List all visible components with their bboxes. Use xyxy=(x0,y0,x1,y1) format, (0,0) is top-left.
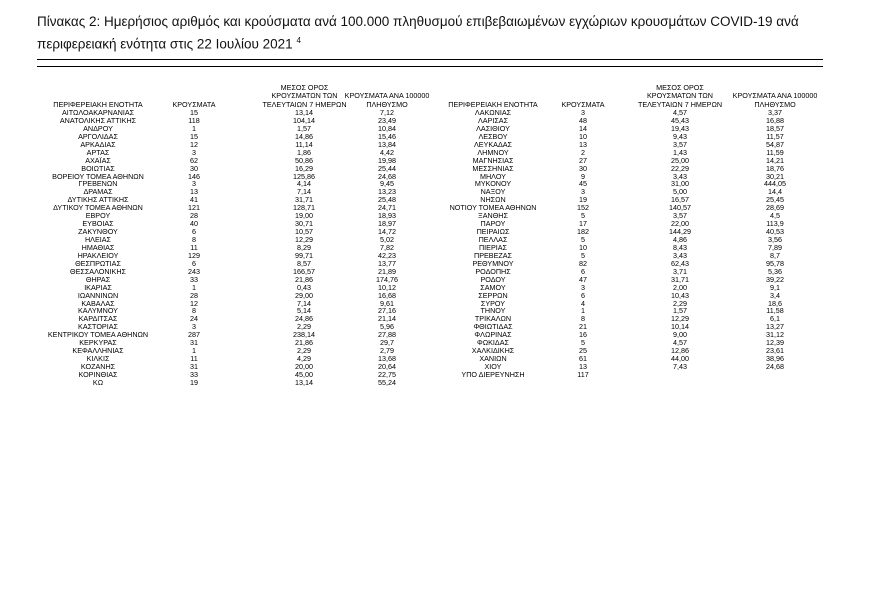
table-title: Πίνακας 2: Ημερήσιος αριθμός και κρούσματα ανά 100.000 πληθυσμού επιβεβαιωμένων εγχώριων κρουσμάτων COVID-19 ανά περιφερειακή ενότητα στις 22 Ιουλίου 2021 xyxy=(37,14,799,52)
avg7-cell: 7,43 xyxy=(673,362,687,371)
avg7-cell: 45,00 xyxy=(295,369,313,379)
region-cell: ΘΕΣΣΑΛΟΝΙΚΗΣ xyxy=(70,266,126,276)
header-cases: ΚΡΟΥΣΜΑΤΑ xyxy=(561,99,605,109)
cases-cell: 3 xyxy=(192,147,196,157)
rate-cell: 23,61 xyxy=(766,346,784,356)
region-cell: ΛΑΚΩΝΙΑΣ xyxy=(474,108,512,117)
rate-cell: 5,96 xyxy=(380,322,394,332)
rate-cell: 174,76 xyxy=(376,274,398,284)
rate-cell: 28,69 xyxy=(766,203,784,213)
region-cell: ΧΑΛΚΙΔΙΚΗΣ xyxy=(471,346,515,356)
cases-cell: 1 xyxy=(192,123,196,133)
rate-cell: 39,22 xyxy=(766,274,784,284)
rate-cell: 9,45 xyxy=(380,179,394,189)
second-rule xyxy=(37,66,823,67)
cases-cell: 12 xyxy=(190,139,198,149)
cases-cell: 9 xyxy=(581,171,585,181)
header-region: ΠΕΡΙΦΕΡΕΙΑΚΗ ΕΝΟΤΗΤΑ xyxy=(53,99,143,109)
top-rule xyxy=(37,59,823,60)
rate-cell: 10,12 xyxy=(378,282,396,292)
cases-cell: 16 xyxy=(579,330,587,340)
rate-cell: 21,14 xyxy=(378,314,396,324)
rate-cell: 55,24 xyxy=(378,377,396,387)
rate-cell: 5,02 xyxy=(380,235,394,244)
cases-cell: 146 xyxy=(188,171,200,181)
avg7-cell: 1,86 xyxy=(297,147,311,157)
cases-cell: 45 xyxy=(579,179,587,189)
cases-cell: 287 xyxy=(188,330,200,340)
region-cell: ΡΟΔΟΥ xyxy=(480,274,506,284)
region-cell: ΛΑΡΙΣΑΣ xyxy=(477,115,509,125)
cases-cell: 62 xyxy=(190,155,198,165)
avg7-cell: 62,43 xyxy=(671,258,689,268)
region-cell: ΤΡΙΚΑΛΩΝ xyxy=(474,314,512,324)
cases-cell: 4 xyxy=(581,298,585,308)
avg7-cell: 166,57 xyxy=(293,266,315,276)
region-cell: ΑΙΤΩΛΟΑΚΑΡΝΑΝΙΑΣ xyxy=(61,108,135,117)
region-cell: ΜΗΛΟΥ xyxy=(480,171,506,181)
rate-cell: 11,58 xyxy=(766,306,784,316)
avg7-cell: 4,57 xyxy=(673,338,687,348)
rate-cell: 11,59 xyxy=(766,147,784,157)
avg7-cell: 22,29 xyxy=(671,163,689,173)
cases-cell: 19 xyxy=(190,377,198,387)
region-cell: ΑΡΚΑΔΙΑΣ xyxy=(80,139,116,149)
cases-cell: 13 xyxy=(579,362,587,371)
cases-cell: 14 xyxy=(579,123,587,133)
avg7-cell: 2,29 xyxy=(297,346,311,356)
cases-cell: 8 xyxy=(581,314,585,324)
rate-cell: 5,36 xyxy=(768,266,782,276)
avg7-cell: 8,43 xyxy=(673,242,687,252)
rate-cell: 3,4 xyxy=(770,290,780,300)
region-cell: ΠΑΡΟΥ xyxy=(480,219,506,229)
avg7-cell: 3,71 xyxy=(673,266,687,276)
rate-cell: 7,89 xyxy=(768,242,782,252)
rate-cell: 3,37 xyxy=(768,108,782,117)
rate-cell: 16,88 xyxy=(766,115,784,125)
cases-cell: 8 xyxy=(192,235,196,244)
region-cell: ΘΕΣΠΡΩΤΙΑΣ xyxy=(75,258,121,268)
avg7-cell: 99,71 xyxy=(295,250,313,260)
cases-cell: 129 xyxy=(188,250,200,260)
footnote-marker: 4 xyxy=(296,36,301,45)
rate-cell: 13,84 xyxy=(378,139,396,149)
avg7-cell: 13,14 xyxy=(295,377,313,387)
cases-cell: 1 xyxy=(192,282,196,292)
cases-cell: 12 xyxy=(190,298,198,308)
region-cell: ΠΕΙΡΑΙΩΣ xyxy=(476,227,510,237)
region-cell: ΑΡΤΑΣ xyxy=(86,147,110,157)
header-rate: ΚΡΟΥΣΜΑΤΑ ΑΝΑ 100000 ΠΛΗΘΥΣΜΟ xyxy=(732,91,818,109)
rate-cell: 2,79 xyxy=(380,346,394,356)
cases-cell: 30 xyxy=(190,163,198,173)
region-cell: ΚΕΦΑΛΛΗΝΙΑΣ xyxy=(72,346,124,356)
rate-cell: 25,48 xyxy=(378,195,396,205)
cases-cell: 5 xyxy=(581,250,585,260)
cases-cell: 31 xyxy=(190,338,198,348)
rate-cell: 9,1 xyxy=(770,282,780,292)
cases-cell: 30 xyxy=(579,163,587,173)
avg7-cell: 21,86 xyxy=(295,274,313,284)
avg7-cell: 5,14 xyxy=(297,306,311,316)
rate-cell: 38,96 xyxy=(766,354,784,364)
rate-cell: 24,71 xyxy=(378,203,396,213)
region-cell: ΓΡΕΒΕΝΩΝ xyxy=(78,179,118,189)
avg7-cell: 1,57 xyxy=(673,306,687,316)
region-cell: ΧΑΝΙΩΝ xyxy=(479,354,507,364)
region-cell: ΔΥΤΙΚΟΥ ΤΟΜΕΑ ΑΘΗΝΩΝ xyxy=(53,203,143,213)
avg7-cell: 16,29 xyxy=(295,163,313,173)
rate-cell: 40,53 xyxy=(766,227,784,237)
region-cell: ΑΝΔΡΟΥ xyxy=(83,123,113,133)
rate-cell: 18,6 xyxy=(768,298,782,308)
cases-cell: 28 xyxy=(190,290,198,300)
rate-cell: 42,23 xyxy=(378,250,396,260)
cases-cell: 121 xyxy=(188,203,200,213)
rate-cell: 113,9 xyxy=(766,219,784,229)
avg7-cell: 29,00 xyxy=(295,290,313,300)
region-cell: ΝΑΞΟΥ xyxy=(480,187,506,197)
cases-cell: 61 xyxy=(579,354,587,364)
region-cell: ΜΥΚΟΝΟΥ xyxy=(474,179,512,189)
region-cell: ΦΩΚΙΔΑΣ xyxy=(477,338,509,348)
rate-cell: 20,64 xyxy=(378,362,396,371)
avg7-cell: 7,14 xyxy=(297,298,311,308)
cases-cell: 15 xyxy=(190,108,198,117)
region-cell: ΥΠΟ ΔΙΕΡΕΥΝΗΣΗ xyxy=(461,369,525,379)
avg7-cell: 144,29 xyxy=(669,227,691,237)
region-cell: ΞΑΝΘΗΣ xyxy=(478,211,508,221)
rate-cell: 18,76 xyxy=(766,163,784,173)
cases-cell: 3 xyxy=(581,282,585,292)
region-cell: ΚΑΣΤΟΡΙΑΣ xyxy=(78,322,118,332)
rate-cell: 15,46 xyxy=(378,131,396,141)
avg7-cell: 9,00 xyxy=(673,330,687,340)
avg7-cell: 4,86 xyxy=(673,235,687,244)
cases-cell: 33 xyxy=(190,274,198,284)
avg7-cell: 3,43 xyxy=(673,171,687,181)
region-cell: ΚΕΡΚΥΡΑΣ xyxy=(79,338,117,348)
cases-cell: 17 xyxy=(579,219,587,229)
region-cell: ΚΑΡΔΙΤΣΑΣ xyxy=(78,314,118,324)
rate-cell: 95,78 xyxy=(766,258,784,268)
avg7-cell: 140,57 xyxy=(669,203,691,213)
avg7-cell: 20,00 xyxy=(295,362,313,371)
cases-cell: 24 xyxy=(190,314,198,324)
avg7-cell: 14,86 xyxy=(295,131,313,141)
header-cases: ΚΡΟΥΣΜΑΤΑ xyxy=(172,99,216,109)
cases-cell: 1 xyxy=(192,346,196,356)
region-cell: ΦΘΙΩΤΙΔΑΣ xyxy=(473,322,513,332)
rate-cell: 13,77 xyxy=(378,258,396,268)
avg7-cell: 25,00 xyxy=(671,155,689,165)
region-cell: ΕΒΡΟΥ xyxy=(85,211,111,221)
cases-cell: 3 xyxy=(192,322,196,332)
cases-cell: 25 xyxy=(579,346,587,356)
region-cell: ΔΡΑΜΑΣ xyxy=(83,187,113,197)
avg7-cell: 2,29 xyxy=(673,298,687,308)
region-cell: ΣΕΡΡΩΝ xyxy=(478,290,508,300)
cases-cell: 15 xyxy=(190,131,198,141)
rate-cell: 7,82 xyxy=(380,242,394,252)
rate-cell: 14,72 xyxy=(378,227,396,237)
region-cell: ΛΕΥΚΑΔΑΣ xyxy=(473,139,512,149)
region-cell: ΡΟΔΟΠΗΣ xyxy=(475,266,511,276)
region-cell: ΤΗΝΟΥ xyxy=(480,306,506,316)
cases-cell: 5 xyxy=(581,235,585,244)
rate-cell: 29,7 xyxy=(380,338,394,348)
avg7-cell: 4,14 xyxy=(297,179,311,189)
avg7-cell: 1,43 xyxy=(673,147,687,157)
rate-cell: 23,49 xyxy=(378,115,396,125)
rate-cell: 24,68 xyxy=(766,362,784,371)
cases-cell: 28 xyxy=(190,211,198,221)
cases-cell: 6 xyxy=(581,266,585,276)
cases-cell: 41 xyxy=(190,195,198,205)
avg7-cell: 24,86 xyxy=(295,314,313,324)
region-cell: ΝΗΣΩΝ xyxy=(480,195,506,205)
cases-cell: 1 xyxy=(581,306,585,316)
region-cell: ΖΑΚΥΝΘΟΥ xyxy=(78,227,118,237)
avg7-cell: 128,71 xyxy=(293,203,315,213)
region-cell: ΑΧΑΪΑΣ xyxy=(85,155,111,165)
rate-cell: 21,89 xyxy=(378,266,396,276)
cases-cell: 8 xyxy=(192,306,196,316)
cases-cell: 11 xyxy=(190,242,198,252)
avg7-cell: 19,43 xyxy=(671,123,689,133)
rate-cell: 16,68 xyxy=(378,290,396,300)
cases-cell: 5 xyxy=(581,211,585,221)
avg7-cell: 11,14 xyxy=(295,139,313,149)
region-cell: ΗΡΑΚΛΕΙΟΥ xyxy=(77,250,119,260)
cases-cell: 3 xyxy=(581,187,585,197)
avg7-cell: 3,57 xyxy=(673,139,687,149)
header-rate: ΚΡΟΥΣΜΑΤΑ ΑΝΑ 100000 ΠΛΗΘΥΣΜΟ xyxy=(344,91,430,109)
rate-cell: 22,75 xyxy=(378,369,396,379)
region-cell: ΚΟΖΑΝΗΣ xyxy=(80,362,116,371)
region-cell: ΗΛΕΙΑΣ xyxy=(84,235,112,244)
region-cell: ΦΛΩΡΙΝΑΣ xyxy=(474,330,512,340)
rate-cell: 31,12 xyxy=(766,330,784,340)
avg7-cell: 104,14 xyxy=(293,115,315,125)
region-cell: ΒΟΙΩΤΙΑΣ xyxy=(81,163,115,173)
header-region: ΠΕΡΙΦΕΡΕΙΑΚΗ ΕΝΟΤΗΤΑ xyxy=(448,99,538,109)
rate-cell: 18,93 xyxy=(378,211,396,221)
region-cell: ΠΕΛΛΑΣ xyxy=(478,235,508,244)
cases-cell: 19 xyxy=(579,195,587,205)
region-cell: ΘΗΡΑΣ xyxy=(85,274,111,284)
region-cell: ΣΥΡΟΥ xyxy=(480,298,506,308)
rate-cell: 8,7 xyxy=(770,250,780,260)
rate-cell: 54,87 xyxy=(766,139,784,149)
table-caption xyxy=(37,12,837,54)
cases-cell: 21 xyxy=(579,322,587,332)
rate-cell: 11,57 xyxy=(766,131,784,141)
avg7-cell: 50,86 xyxy=(295,155,313,165)
avg7-cell: 238,14 xyxy=(293,330,315,340)
region-cell: ΜΑΓΝΗΣΙΑΣ xyxy=(472,155,514,165)
cases-cell: 11 xyxy=(190,354,198,364)
avg7-cell: 4,57 xyxy=(673,108,687,117)
avg7-cell: 2,29 xyxy=(297,322,311,332)
cases-cell: 27 xyxy=(579,155,587,165)
region-cell: ΕΥΒΟΙΑΣ xyxy=(82,219,114,229)
rate-cell: 7,12 xyxy=(380,108,394,117)
avg7-cell: 1,57 xyxy=(297,123,311,133)
cases-cell: 13 xyxy=(579,139,587,149)
region-cell: ΗΜΑΘΙΑΣ xyxy=(81,242,115,252)
avg7-cell: 5,00 xyxy=(673,187,687,197)
cases-cell: 3 xyxy=(581,108,585,117)
region-cell: ΑΡΓΟΛΙΔΑΣ xyxy=(78,131,118,141)
avg7-cell: 13,14 xyxy=(295,108,313,117)
region-cell: ΛΗΜΝΟΥ xyxy=(477,147,509,157)
region-cell: ΚΙΛΚΙΣ xyxy=(86,354,110,364)
avg7-cell: 7,14 xyxy=(297,187,311,197)
avg7-cell: 31,71 xyxy=(671,274,689,284)
rate-cell: 13,27 xyxy=(766,322,784,332)
avg7-cell: 12,29 xyxy=(295,235,313,244)
cases-cell: 10 xyxy=(579,131,587,141)
avg7-cell: 8,57 xyxy=(297,258,311,268)
region-cell: ΠΡΕΒΕΖΑΣ xyxy=(474,250,512,260)
region-cell: ΒΟΡΕΙΟΥ ΤΟΜΕΑ ΑΘΗΝΩΝ xyxy=(52,171,144,181)
cases-cell: 82 xyxy=(579,258,587,268)
header-avg7: ΜΕΣΟΣ ΟΡΟΣ ΚΡΟΥΣΜΑΤΩΝ ΤΩΝ ΤΕΛΕΥΤΑΙΩΝ 7 ΗΜΕΡΩΝ xyxy=(637,82,723,109)
region-cell: ΙΩΑΝΝΙΝΩΝ xyxy=(77,290,119,300)
region-cell: ΣΑΜΟΥ xyxy=(480,282,506,292)
rate-cell: 12,39 xyxy=(766,338,784,348)
region-cell: ΠΙΕΡΙΑΣ xyxy=(478,242,507,252)
avg7-cell: 0,43 xyxy=(297,282,311,292)
cases-cell: 117 xyxy=(577,369,589,379)
rate-cell: 30,21 xyxy=(766,171,784,181)
rate-cell: 444,05 xyxy=(764,179,786,189)
rate-cell: 14,4 xyxy=(768,187,782,197)
cases-cell: 5 xyxy=(581,338,585,348)
avg7-cell: 12,86 xyxy=(671,346,689,356)
cases-cell: 6 xyxy=(192,227,196,237)
region-cell: ΛΕΣΒΟΥ xyxy=(478,131,508,141)
avg7-cell: 9,43 xyxy=(673,131,687,141)
cases-cell: 182 xyxy=(577,227,589,237)
cases-cell: 3 xyxy=(192,179,196,189)
avg7-cell: 44,00 xyxy=(671,354,689,364)
rate-cell: 4,5 xyxy=(770,211,780,221)
avg7-cell: 19,00 xyxy=(295,211,313,221)
avg7-cell: 22,00 xyxy=(671,219,689,229)
avg7-cell: 12,29 xyxy=(671,314,689,324)
rate-cell: 10,84 xyxy=(378,123,396,133)
avg7-cell: 3,43 xyxy=(673,250,687,260)
rate-cell: 13,23 xyxy=(378,187,396,197)
rate-cell: 27,16 xyxy=(378,306,396,316)
rate-cell: 24,68 xyxy=(378,171,396,181)
avg7-cell: 31,00 xyxy=(671,179,689,189)
cases-cell: 6 xyxy=(192,258,196,268)
avg7-cell: 10,14 xyxy=(671,322,689,332)
region-cell: ΚΑΒΑΛΑΣ xyxy=(81,298,115,308)
cases-cell: 6 xyxy=(581,290,585,300)
avg7-cell: 31,71 xyxy=(295,195,313,205)
avg7-cell: 45,43 xyxy=(671,115,689,125)
avg7-cell: 8,29 xyxy=(297,242,311,252)
avg7-cell: 10,57 xyxy=(295,227,313,237)
cases-cell: 10 xyxy=(579,242,587,252)
region-cell: ΚΑΛΥΜΝΟΥ xyxy=(78,306,118,316)
cases-cell: 243 xyxy=(188,266,200,276)
region-cell: ΜΕΣΣΗΝΙΑΣ xyxy=(472,163,514,173)
region-cell: ΑΝΑΤΟΛΙΚΗΣ ΑΤΤΙΚΗΣ xyxy=(59,115,137,125)
avg7-cell: 3,57 xyxy=(673,211,687,221)
region-cell: ΚΕΝΤΡΙΚΟΥ ΤΟΜΕΑ ΑΘΗΝΩΝ xyxy=(47,330,149,340)
avg7-cell: 125,86 xyxy=(293,171,315,181)
avg7-cell: 30,71 xyxy=(295,219,313,229)
avg7-cell: 21,86 xyxy=(295,338,313,348)
rate-cell: 9,61 xyxy=(380,298,394,308)
region-cell: ΚΟΡΙΝΘΙΑΣ xyxy=(78,369,118,379)
cases-cell: 48 xyxy=(579,115,587,125)
cases-cell: 33 xyxy=(190,369,198,379)
region-cell: ΙΚΑΡΙΑΣ xyxy=(84,282,112,292)
rate-cell: 25,44 xyxy=(378,163,396,173)
cases-cell: 2 xyxy=(581,147,585,157)
rate-cell: 14,21 xyxy=(766,155,784,165)
avg7-cell: 4,29 xyxy=(297,354,311,364)
cases-cell: 47 xyxy=(579,274,587,284)
cases-cell: 31 xyxy=(190,362,198,371)
region-cell: ΧΙΟΥ xyxy=(484,362,502,371)
region-cell: ΡΕΘΥΜΝΟΥ xyxy=(472,258,514,268)
region-cell: ΝΟΤΙΟΥ ΤΟΜΕΑ ΑΘΗΝΩΝ xyxy=(449,203,537,213)
rate-cell: 25,45 xyxy=(766,195,784,205)
avg7-cell: 2,00 xyxy=(673,282,687,292)
cases-cell: 13 xyxy=(190,187,198,197)
avg7-cell: 10,43 xyxy=(671,290,689,300)
rate-cell: 4,42 xyxy=(380,147,394,157)
rate-cell: 18,57 xyxy=(766,123,784,133)
rate-cell: 19,98 xyxy=(378,155,396,165)
rate-cell: 18,97 xyxy=(378,219,396,229)
rate-cell: 13,68 xyxy=(378,354,396,364)
region-cell: ΔΥΤΙΚΗΣ ΑΤΤΙΚΗΣ xyxy=(67,195,129,205)
avg7-cell: 16,57 xyxy=(671,195,689,205)
cases-cell: 118 xyxy=(188,115,200,125)
cases-cell: 152 xyxy=(577,203,589,213)
header-avg7: ΜΕΣΟΣ ΟΡΟΣ ΚΡΟΥΣΜΑΤΩΝ ΤΩΝ ΤΕΛΕΥΤΑΙΩΝ 7 ΗΜΕΡΩΝ xyxy=(262,82,347,109)
region-cell: ΚΩ xyxy=(92,377,104,387)
rate-cell: 3,56 xyxy=(768,235,782,244)
rate-cell: 6,1 xyxy=(770,314,780,324)
region-cell: ΛΑΣΙΘΙΟΥ xyxy=(476,123,510,133)
rate-cell: 27,88 xyxy=(378,330,396,340)
cases-cell: 40 xyxy=(190,219,198,229)
